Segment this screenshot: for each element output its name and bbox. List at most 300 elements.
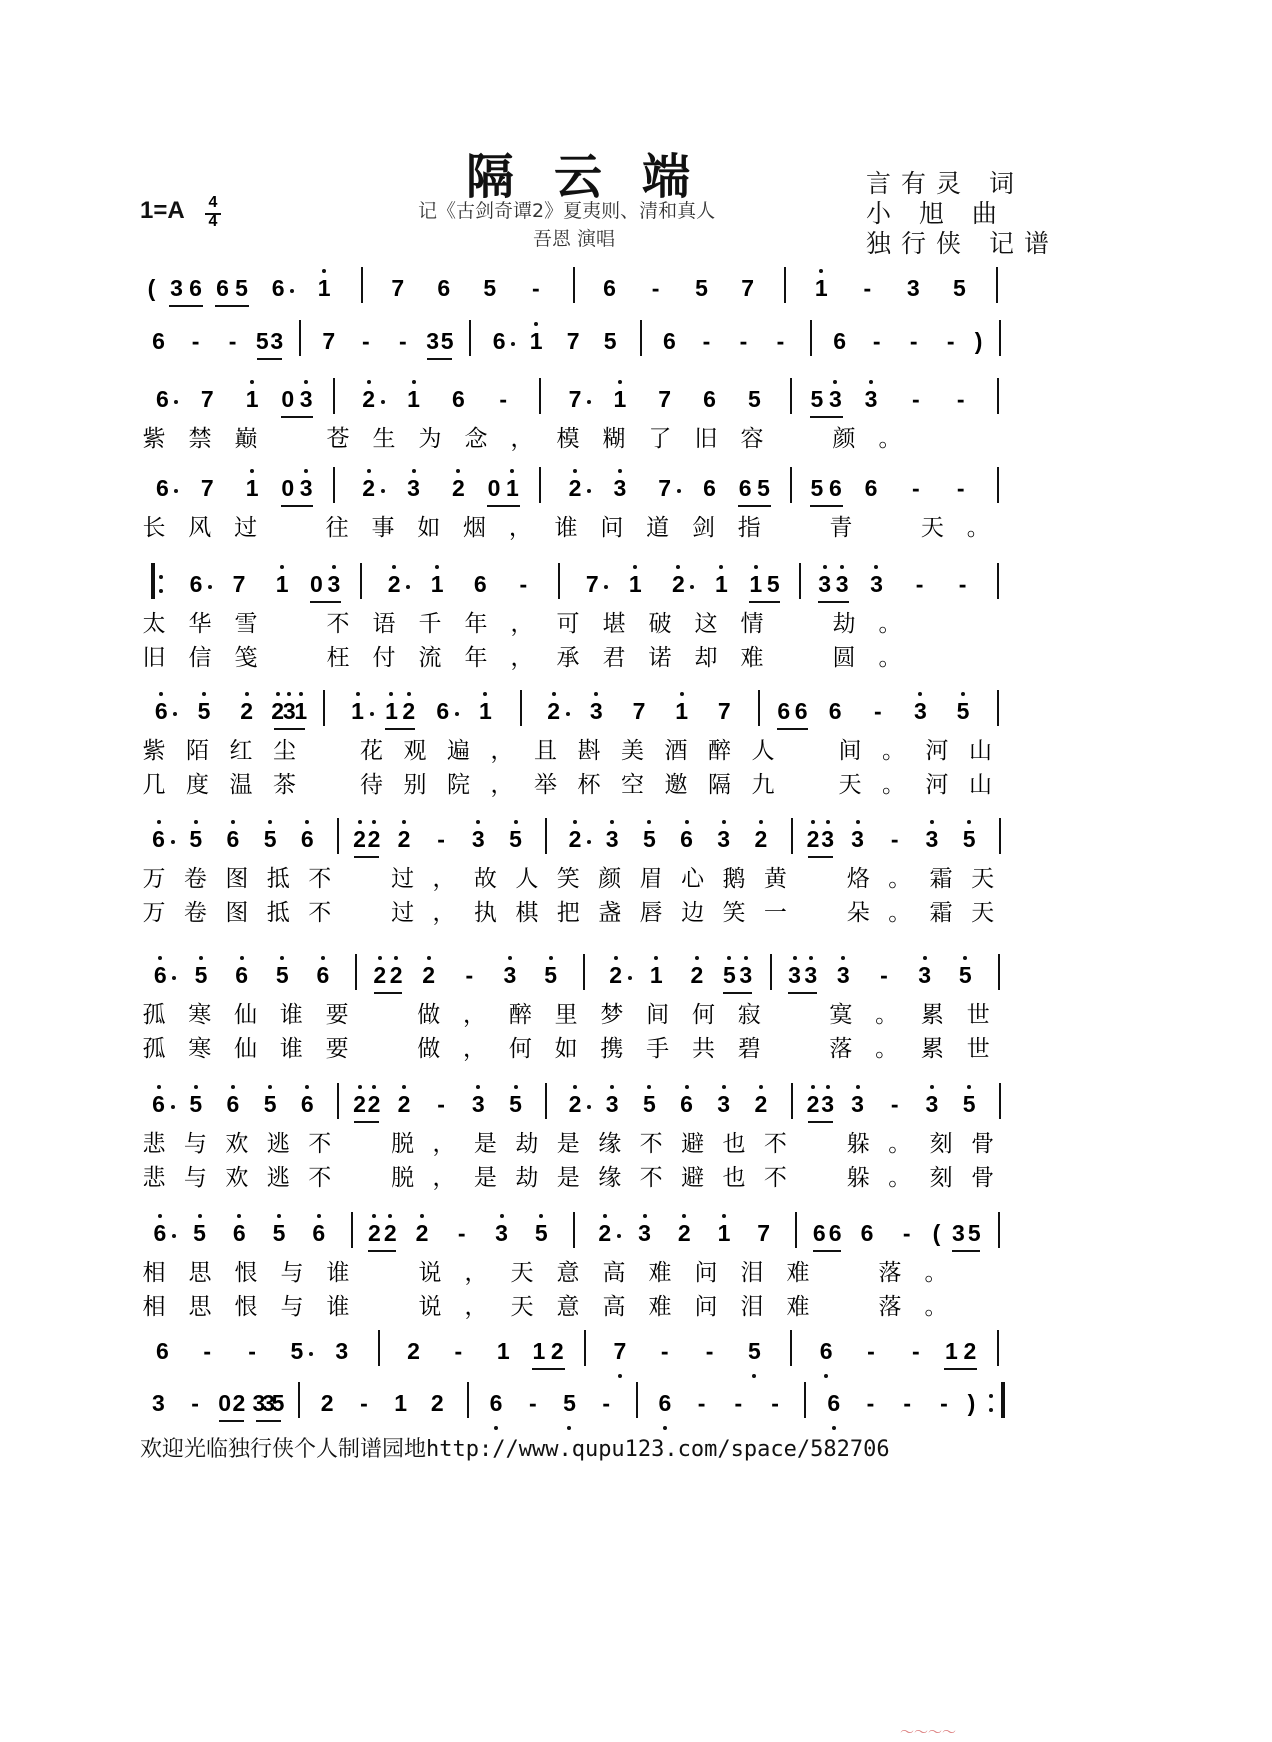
note: 1	[649, 962, 663, 988]
lyric-char: 过	[391, 900, 415, 926]
lyric-char: 是	[556, 1165, 580, 1191]
augmentation-dot	[172, 1234, 176, 1238]
lyric-char: 念	[464, 426, 488, 452]
lyric-char: 茶	[273, 772, 296, 798]
augmentation-dot	[690, 585, 694, 589]
augmentation-dot	[587, 489, 591, 493]
sustain-dash: -	[532, 275, 540, 301]
note: 2	[367, 1091, 381, 1117]
note: 3	[252, 1390, 266, 1416]
lyric-char: 要	[325, 1036, 349, 1062]
lyric-line	[140, 639, 1120, 669]
note: 5	[440, 328, 454, 354]
augmentation-dot	[406, 585, 410, 589]
lyric-char: 劫	[515, 1165, 539, 1191]
note: 2	[598, 1220, 612, 1246]
lyric-char: 天	[510, 1294, 534, 1320]
lyric-char: 圆	[832, 645, 856, 671]
lyric-char: 朵	[846, 900, 870, 926]
note: 0	[310, 571, 323, 597]
notation-row	[140, 275, 1120, 305]
note: 2	[963, 1338, 977, 1364]
beam-underline	[169, 305, 203, 307]
lyric-char: 流	[418, 645, 442, 671]
lyric-char: 堪	[602, 611, 626, 637]
octave-high-dot	[826, 820, 830, 824]
lyric-char: 观	[403, 738, 427, 764]
octave-high-dot	[809, 956, 813, 960]
barline	[333, 467, 335, 503]
note: 5	[235, 275, 248, 301]
octave-high-dot	[237, 1214, 241, 1218]
octave-high-dot	[643, 1214, 647, 1218]
sustain-dash: -	[771, 1390, 779, 1416]
beam-underline	[385, 728, 416, 730]
note: 2	[550, 1338, 564, 1364]
lyric-char: 鹅	[722, 866, 746, 892]
sustain-dash: -	[911, 475, 920, 501]
lyric-char: 难	[648, 1294, 672, 1320]
note: 6	[658, 1390, 672, 1416]
note: 6	[492, 328, 506, 354]
lyric-char: 枉	[326, 645, 350, 671]
lyric-char: 把	[556, 900, 580, 926]
octave-high-dot	[198, 1214, 202, 1218]
octave-high-dot	[321, 956, 325, 960]
octave-high-dot	[157, 820, 161, 824]
note: 5	[194, 962, 208, 988]
lyric-char: 难	[786, 1294, 810, 1320]
octave-high-dot	[476, 820, 480, 824]
lyric-char: ，	[432, 866, 456, 892]
note: 6	[864, 475, 878, 501]
lyric-char: 间	[646, 1002, 670, 1028]
note: 1	[275, 571, 289, 597]
octave-high-dot	[833, 380, 837, 384]
lyric-char: 恨	[234, 1260, 258, 1286]
lyric-char: 风	[188, 515, 212, 541]
lyric-char: 。	[924, 1260, 948, 1286]
note: 5	[958, 962, 972, 988]
lyric-char: 也	[722, 1131, 746, 1157]
lyric-char: 孤	[142, 1036, 166, 1062]
lyric-line	[140, 996, 1120, 1026]
note: 6	[156, 1338, 169, 1364]
lyric-char: 间	[838, 738, 862, 764]
repeat-dot	[159, 589, 163, 593]
beam-underline	[274, 728, 305, 730]
augmentation-dot	[617, 1234, 621, 1238]
beam-underline	[215, 305, 249, 307]
octave-high-dot	[158, 1214, 162, 1218]
lyric-char: 且	[534, 738, 557, 764]
octave-high-dot	[456, 469, 460, 473]
note: 5	[272, 1220, 286, 1246]
lyric-char: 与	[183, 1165, 207, 1191]
lyric-char: 缘	[598, 1165, 622, 1191]
note: 2	[677, 1220, 691, 1246]
lyric-char: 万	[142, 900, 166, 926]
lyric-char: 意	[556, 1294, 580, 1320]
lyric-char: 骨	[971, 1165, 995, 1191]
lyric-char: 与	[183, 1131, 207, 1157]
octave-high-dot	[869, 380, 873, 384]
barline	[298, 1382, 300, 1418]
augmentation-dot	[511, 342, 515, 346]
lyric-line	[140, 732, 1120, 762]
lyric-char: 相	[142, 1260, 166, 1286]
barline	[333, 378, 335, 414]
note: 2	[568, 826, 582, 852]
note: 5	[757, 475, 770, 501]
note: 2	[422, 962, 436, 988]
notation-row	[140, 475, 1120, 505]
octave-high-dot	[840, 565, 844, 569]
octave-high-dot	[199, 956, 203, 960]
octave-high-dot	[610, 820, 614, 824]
note: 1	[479, 698, 492, 724]
note: 3	[503, 962, 517, 988]
lyric-char: 不	[308, 1131, 332, 1157]
note: 3	[818, 571, 832, 597]
lyric-char: 美	[621, 738, 644, 764]
sustain-dash: -	[903, 1390, 912, 1416]
note: 3	[407, 475, 420, 501]
lyric-char: 卷	[183, 900, 207, 926]
lyric-line	[140, 1288, 1120, 1318]
octave-high-dot	[277, 1214, 281, 1218]
lyric-char: 谁	[554, 515, 578, 541]
lyric-line	[140, 1125, 1120, 1155]
lyric-char: 事	[371, 515, 395, 541]
lyric-char: 道	[646, 515, 670, 541]
lyric-char: 。	[888, 900, 912, 926]
lyric-char: 与	[280, 1294, 304, 1320]
barline	[804, 1382, 806, 1418]
note: 7	[200, 475, 214, 501]
note: 2	[451, 475, 465, 501]
lyric-char: ，	[464, 1294, 488, 1320]
lyric-char: 寞	[829, 1002, 853, 1028]
lyric-char: 杯	[577, 772, 601, 798]
octave-high-dot	[685, 820, 689, 824]
lyric-char: 霜	[929, 866, 953, 892]
lyric-char: 欢	[225, 1131, 249, 1157]
octave-high-dot	[435, 565, 439, 569]
octave-high-dot	[961, 692, 965, 696]
beam-underline	[738, 505, 771, 507]
notation-row	[140, 1338, 1120, 1368]
beam-underline	[257, 358, 282, 360]
lyric-char: 做	[417, 1036, 441, 1062]
augmentation-dot	[604, 585, 608, 589]
sustain-dash: -	[880, 962, 888, 988]
lyric-char: 里	[554, 1002, 578, 1028]
lyric-char: 如	[417, 515, 441, 541]
barline	[539, 467, 541, 503]
lyric-char: 笑	[556, 866, 580, 892]
octave-high-dot	[963, 956, 967, 960]
watermark: ～～～～	[900, 1725, 956, 1741]
note: 6	[152, 328, 165, 354]
lyric-char: 不	[639, 1165, 663, 1191]
note: 6	[828, 698, 842, 724]
time-signature-bottom: 4	[208, 213, 218, 230]
lyric-char: 不	[326, 611, 350, 637]
lyric-char: 这	[694, 611, 718, 637]
note: 3	[835, 571, 849, 597]
note: 2	[367, 1220, 381, 1246]
note: 6	[154, 698, 168, 724]
sustain-dash: -	[776, 328, 785, 354]
note: 5	[952, 275, 966, 301]
note: 5	[189, 826, 203, 852]
lyric-char: ，	[510, 645, 534, 671]
lyric-char: 寂	[737, 1002, 761, 1028]
note: 1	[628, 571, 642, 597]
note: 2	[609, 962, 623, 988]
note: 7	[717, 698, 731, 724]
beam-underline	[808, 856, 833, 858]
lyric-char: 劫	[515, 1131, 539, 1157]
lyric-char: 山	[969, 772, 992, 798]
lyric-char: 难	[740, 645, 764, 671]
lyric-char: 寒	[188, 1002, 212, 1028]
lyric-char: 泪	[740, 1294, 764, 1320]
note: 1	[717, 1220, 731, 1246]
octave-high-dot	[647, 820, 651, 824]
sustain-dash: -	[191, 328, 200, 354]
octave-high-dot	[287, 692, 291, 696]
repeat-barline	[151, 563, 155, 599]
octave-high-dot	[392, 565, 396, 569]
note: 1	[675, 698, 688, 724]
note: 1	[317, 275, 331, 301]
note: 3	[851, 1091, 864, 1117]
notation-row	[140, 826, 1120, 856]
note: 7	[200, 386, 214, 412]
note: 3	[864, 386, 878, 412]
lyric-char: 问	[600, 515, 624, 541]
lyric-char: 不	[308, 900, 332, 926]
lyric-char: 往	[325, 515, 349, 541]
beam-underline	[368, 1250, 396, 1252]
augmentation-dot	[587, 400, 591, 404]
octave-high-dot	[874, 565, 878, 569]
note: 5	[189, 1091, 203, 1117]
lyric-char: 情	[740, 611, 764, 637]
lyric-char: 黄	[763, 866, 787, 892]
lyric-char: 不	[308, 1165, 332, 1191]
octave-high-dot	[923, 956, 927, 960]
lyric-char: 抵	[266, 900, 290, 926]
lyric-char: ，	[463, 1036, 487, 1062]
sustain-dash: -	[437, 1091, 445, 1117]
lyric-char: 禁	[188, 426, 212, 452]
barline	[998, 1212, 1000, 1248]
footer-link-text: 欢迎光临独行侠个人制谱园地http://www.qupu123.com/space/582706	[140, 1437, 890, 1462]
beam-underline	[281, 505, 314, 507]
octave-high-dot	[514, 820, 518, 824]
barline	[337, 1083, 339, 1119]
sustain-dash: -	[248, 1338, 256, 1364]
note: 2	[362, 475, 376, 501]
lyric-char: 意	[556, 1260, 580, 1286]
lyric-char: ，	[432, 1131, 456, 1157]
lyric-char: 烟	[463, 515, 487, 541]
lyric-char: 。	[966, 515, 990, 541]
sustain-dash: -	[361, 328, 370, 354]
lyric-char: 何	[691, 1002, 715, 1028]
note: 6	[662, 328, 676, 354]
barline	[545, 818, 547, 854]
bracket: )	[967, 1390, 976, 1416]
lyric-char: 酒	[664, 738, 688, 764]
sustain-dash: -	[528, 1390, 537, 1416]
lyric-char: 天	[920, 515, 944, 541]
augmentation-dot	[628, 976, 632, 980]
lyric-char: 欢	[225, 1165, 249, 1191]
octave-high-dot	[389, 692, 393, 696]
lyric-char: ，	[490, 738, 514, 764]
lyric-char: 。	[878, 611, 902, 637]
note: 6	[189, 571, 203, 597]
barline	[784, 267, 786, 303]
repeat-dot	[159, 575, 163, 579]
barline	[323, 690, 325, 726]
notation-row	[140, 1390, 1120, 1420]
lyric-char: 不	[763, 1131, 787, 1157]
lyric-line	[140, 509, 1120, 539]
lyric-char: 承	[556, 645, 580, 671]
lyric-char: 河	[925, 738, 949, 764]
octave-high-dot	[231, 1085, 235, 1089]
barline	[584, 1330, 586, 1366]
note: 2	[397, 1091, 411, 1117]
lyric-char: 思	[188, 1260, 212, 1286]
note: 6	[819, 1338, 833, 1364]
lyric-char: 糊	[602, 426, 626, 452]
lyric-char: 不	[308, 866, 332, 892]
note: 3	[282, 698, 296, 724]
lyric-char: 旧	[142, 645, 166, 671]
note: 5	[723, 962, 736, 988]
lyric-char: 碧	[737, 1036, 761, 1062]
lyric-char: 刻	[929, 1165, 953, 1191]
note: 6	[152, 1091, 165, 1117]
augmentation-dot	[172, 976, 176, 980]
time-signature-top: 4	[208, 194, 218, 211]
note: 3	[821, 1091, 835, 1117]
octave-high-dot	[231, 820, 235, 824]
note: 6	[489, 1390, 503, 1416]
octave-high-dot	[158, 956, 162, 960]
barline	[790, 467, 792, 503]
octave-high-dot	[510, 469, 514, 473]
beam-underline	[749, 601, 780, 603]
note: 6	[216, 275, 229, 301]
lyric-char: 。	[888, 866, 912, 892]
octave-high-dot	[305, 820, 309, 824]
note: 0	[281, 475, 295, 501]
lyric-char: ，	[432, 900, 456, 926]
lyric-char: 破	[648, 611, 672, 637]
barline	[997, 1330, 999, 1366]
note: 3	[925, 1091, 939, 1117]
lyric-char: 颜	[832, 426, 856, 452]
lyric-char: 过	[391, 866, 415, 892]
octave-high-dot	[194, 820, 198, 824]
lyric-char: 问	[694, 1294, 718, 1320]
augmentation-dot	[381, 489, 385, 493]
credit-lyricist: 言有灵 词	[866, 169, 1024, 198]
note: 2	[671, 571, 685, 597]
lyric-char: 过	[234, 515, 258, 541]
lyric-char: 累	[920, 1036, 944, 1062]
lyric-char: 仙	[234, 1002, 258, 1028]
lyric-char: 相	[142, 1294, 166, 1320]
lyric-char: 苍	[326, 426, 350, 452]
octave-high-dot	[268, 1085, 272, 1089]
note: 7	[757, 1220, 771, 1246]
note: 5	[747, 386, 761, 412]
lyric-char: 。	[878, 426, 902, 452]
note: 2	[353, 1091, 366, 1117]
lyric-char: 举	[534, 772, 557, 798]
note: 1	[245, 475, 259, 501]
sustain-dash: -	[651, 275, 660, 301]
sustain-dash: -	[705, 1338, 714, 1364]
augmentation-dot	[587, 840, 591, 844]
note: 2	[402, 698, 416, 724]
lyric-char: 不	[763, 1165, 787, 1191]
lyric-char: 躲	[846, 1165, 870, 1191]
octave-low-dot	[663, 1426, 667, 1430]
beam-underline	[810, 416, 843, 418]
octave-low-dot	[618, 1374, 622, 1378]
octave-low-dot	[752, 1374, 756, 1378]
beam-underline	[354, 1121, 379, 1123]
lyric-char: 避	[681, 1165, 705, 1191]
octave-low-dot	[824, 1374, 828, 1378]
note: 1	[749, 571, 763, 597]
octave-high-dot	[420, 1214, 424, 1218]
lyric-char: 院	[447, 772, 470, 798]
lyric-char: 眉	[639, 866, 663, 892]
lyric-char: 累	[920, 1002, 944, 1028]
beam-underline	[487, 505, 520, 507]
note: 7	[613, 1338, 627, 1364]
augmentation-dot	[208, 585, 212, 589]
note: 1	[529, 328, 543, 354]
repeat-barline	[1001, 1382, 1005, 1418]
note: 3	[605, 1091, 619, 1117]
note: 3	[471, 826, 485, 852]
note: 6	[451, 386, 465, 412]
octave-high-dot	[500, 1214, 504, 1218]
octave-high-dot	[654, 956, 658, 960]
octave-high-dot	[372, 1085, 376, 1089]
sustain-dash: -	[697, 1390, 706, 1416]
sustain-dash: -	[399, 328, 407, 354]
note: 2	[232, 1390, 246, 1416]
octave-high-dot	[603, 1214, 607, 1218]
note: 3	[605, 826, 619, 852]
octave-high-dot	[305, 1085, 309, 1089]
lyric-char: 是	[556, 1131, 580, 1157]
barline	[791, 1083, 793, 1119]
lyric-char: 天	[971, 866, 995, 892]
